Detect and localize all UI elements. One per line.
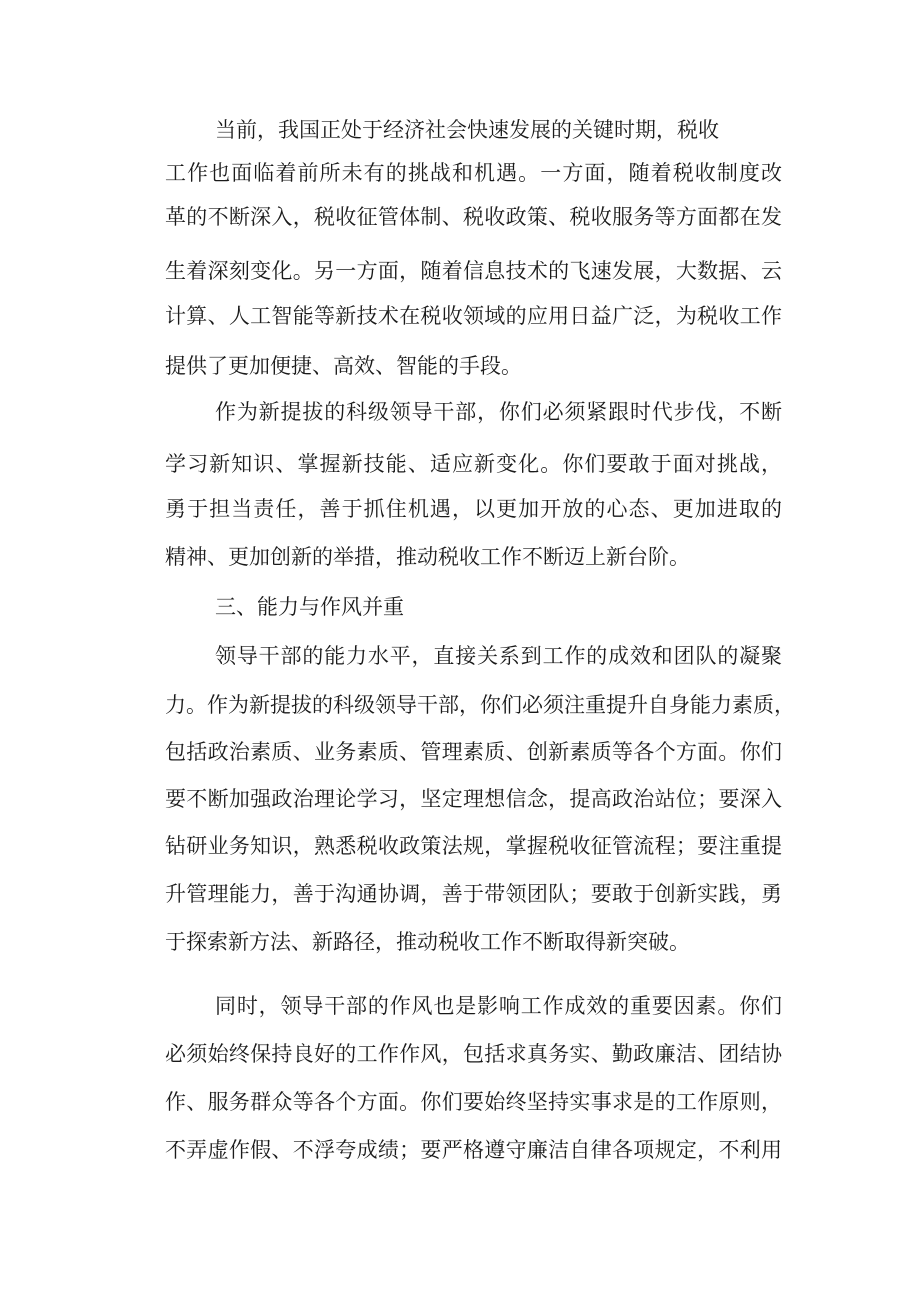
text-line: 要不断加强政治理论学习，坚定理想信念，提高政治站位；要深入 <box>165 787 782 811</box>
text-line: 作为新提拔的科级领导干部，你们必须紧跟时代步伐，不断 <box>215 400 782 424</box>
text-line: 领导干部的能力水平，直接关系到工作的成效和团队的凝聚 <box>215 644 782 668</box>
text-line: 钻研业务知识，熟悉税收政策法规，掌握税收征管流程；要注重提 <box>165 834 782 858</box>
text-line: 同时，领导干部的作风也是影响工作成效的重要因素。你们 <box>215 994 782 1018</box>
text-line: 包括政治素质、业务素质、管理素质、创新素质等各个方面。你们 <box>165 740 782 764</box>
text-line: 提供了更加便捷、高效、智能的手段。 <box>165 354 522 378</box>
text-line: 工作也面临着前所未有的挑战和机遇。一方面，随着税收制度改 <box>165 161 782 185</box>
text-line: 作、服务群众等各个方面。你们要始终坚持实事求是的工作原则， <box>165 1090 782 1114</box>
text-line: 升管理能力，善于沟通协调，善于带领团队；要敢于创新实践，勇 <box>165 882 782 906</box>
text-line: 生着深刻变化。另一方面，随着信息技术的飞速发展，大数据、云 <box>165 259 782 283</box>
text-line: 必须始终保持良好的工作作风，包括求真务实、勤政廉洁、团结协 <box>165 1042 782 1066</box>
text-line: 勇于担当责任，善于抓住机遇，以更加开放的心态、更加进取的 <box>165 497 782 521</box>
text-line: 革的不断深入，税收征管体制、税收政策、税收服务等方面都在发 <box>165 205 782 229</box>
text-line: 力。作为新提拔的科级领导干部，你们必须注重提升自身能力素质， <box>165 693 795 717</box>
text-line: 当前，我国正处于经济社会快速发展的关键时期，税收 <box>215 118 719 142</box>
text-line: 不弄虚作假、不浮夸成绩；要严格遵守廉洁自律各项规定，不利用 <box>165 1138 782 1162</box>
section-heading-text: 三、能力与作风并重 <box>215 595 404 619</box>
text-line: 精神、更加创新的举措，推动税收工作不断迈上新台阶。 <box>165 545 690 569</box>
text-line: 学习新知识、掌握新技能、适应新变化。你们要敢于面对挑战， <box>165 452 782 476</box>
text-line: 于探索新方法、新路径，推动税收工作不断取得新突破。 <box>165 930 690 954</box>
text-line: 计算、人工智能等新技术在税收领域的应用日益广泛，为税收工作 <box>165 304 782 328</box>
